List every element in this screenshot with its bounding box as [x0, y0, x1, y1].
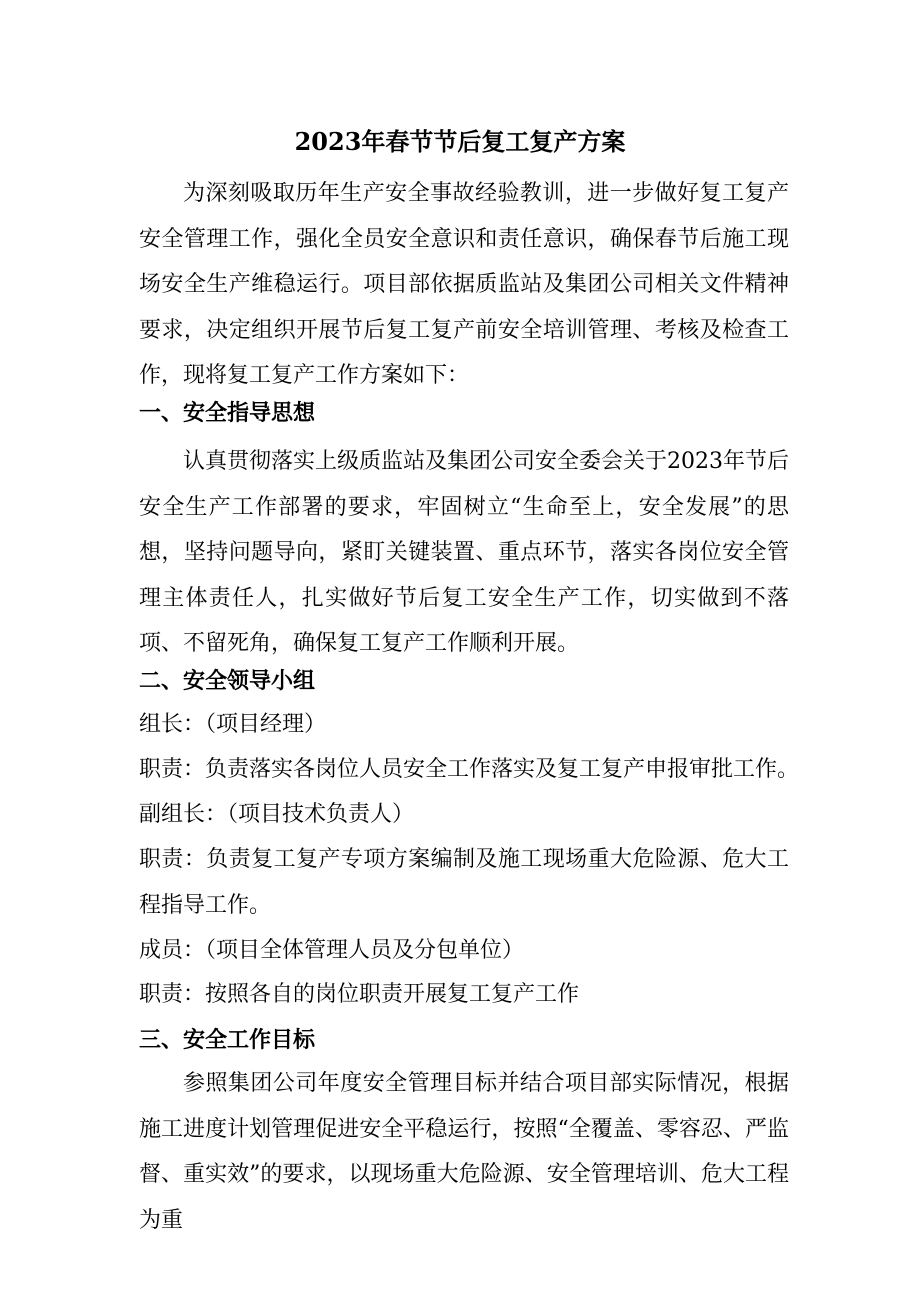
group-leader-line: 组长：（项目经理） [139, 712, 327, 737]
members-duty: 职责：按照各自的岗位职责开展复工复产工作 [139, 982, 580, 1007]
section-2-heading: 二、安全领导小组 [139, 668, 316, 694]
document-title: 2023年春节节后复工复产方案 [294, 127, 626, 156]
members-line: 成员：（项目全体管理人员及分包单位） [139, 938, 525, 963]
group-leader-duty: 职责：负责落实各岗位人员安全工作落实及复工复产申报审批工作。 [139, 757, 800, 782]
section-1-heading: 一、安全指导思想 [139, 400, 316, 426]
deputy-leader-line: 副组长：（项目技术负责人） [139, 802, 415, 827]
section-3-body: 参照集团公司年度安全管理目标并结合项目部实际情况，根据施工进度计划管理促进安全平稳运行，按照“全覆盖、零容忍、严监督、重实效”的要求，以现场重大危险源、安全管理培训、危大工程为重 [139, 1071, 789, 1233]
section-3-heading: 三、安全工作目标 [139, 1027, 316, 1053]
section-1-body: 认真贯彻落实上级质监站及集团公司安全委会关于2023年节后安全生产工作部署的要求，牢固树立“生命至上，安全发展”的思想，坚持问题导向，紧盯关键装置、重点环节，落实各岗位安全管理主体责任人，扎实做好节后复工安全生产工作，切实做到不落项、不留死角，确保复工复产工作顺利开展。 [139, 449, 789, 656]
intro-paragraph: 为深刻吸取历年生产安全事故经验教训，进一步做好复工复产安全管理工作，强化全员安全意识和责任意识，确保春节后施工现场安全生产维稳运行。项目部依据质监站及集团公司相关文件精神要求，决定组织开展节后复工复产前安全培训管理、考核及检查工作，现将复工复产工作方案如下： [139, 181, 789, 388]
deputy-leader-duty: 职责：负责复工复产专项方案编制及施工现场重大危险源、危大工程指导工作。 [139, 847, 789, 918]
